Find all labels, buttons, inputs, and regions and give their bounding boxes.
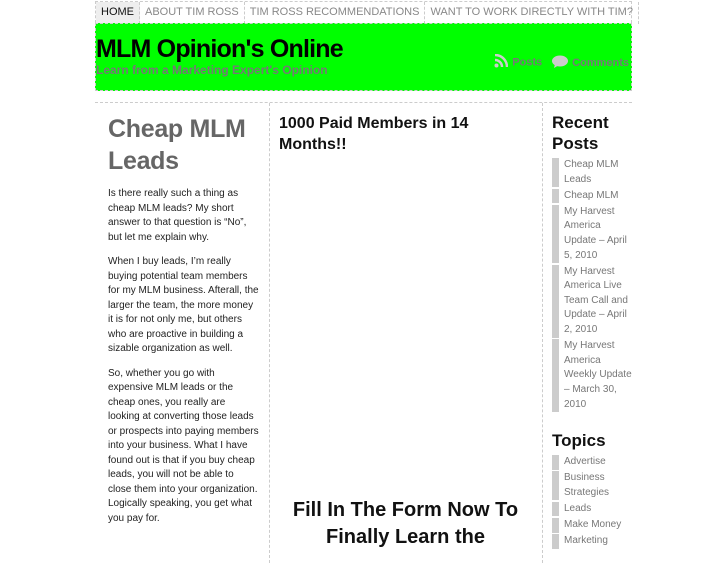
sidebar [542,103,633,563]
post-title[interactable]: Cheap MLM Leads [108,115,246,175]
recent-post-link[interactable]: My Harvest America Update – April 5, 2010 [552,205,633,263]
main-post [95,103,270,563]
site-title[interactable]: MLM Opinion's Online [96,35,343,63]
nav-about[interactable]: ABOUT TIM ROSS [140,2,245,24]
nav-menu [95,1,632,23]
site-tagline: Learn from a Marketing Expert's Opinion [96,63,328,77]
recent-post-link[interactable]: My Harvest America Live Team Call and Update – April 2, 2010 [552,265,633,338]
topic-link[interactable]: Marketing [552,534,633,549]
middle-column [270,103,541,563]
post-paragraph: So, whether you go with expensive MLM leads or the cheap ones, you really are looking at converting those leads or prospects into paying members into your business. What I have found out is that if you buy cheap leads, you will not be able to close them into your organization. Logically speaking, you get what you pay for. [108,367,259,524]
nav-work-with-tim[interactable]: WANT TO WORK DIRECTLY WITH TIM? [425,2,639,24]
posts-feed-link[interactable]: Posts [494,54,542,71]
nav-recommendations[interactable]: TIM ROSS RECOMMENDATIONS [245,2,426,24]
rss-icon [494,54,508,71]
comment-bubble-icon [552,55,568,71]
recent-post-link[interactable]: My Harvest America Weekly Update – March 30, 2010 [552,339,633,412]
nav-home[interactable]: HOME [96,2,140,24]
topic-link[interactable]: Make Money [552,518,633,533]
form-heading: Fill In The Form Now To Finally Learn the [292,499,519,548]
topics-heading: Topics [552,431,606,451]
topic-link[interactable]: Business Strategies [552,471,633,500]
site-header [95,23,632,91]
topic-link[interactable]: Leads [552,502,633,517]
post-paragraph: When I buy leads, I’m really buying potential team members for my MLM business. Afterall, the larger the team, the more money it is for not only me, but others who are proactive in building a sizable organization as well. [108,256,259,354]
promo-title: 1000 Paid Members in 14 Months!! [279,115,469,153]
topic-link[interactable]: Advertise [552,455,633,470]
post-paragraph: Is there really such a thing as cheap MLM leads? My short answer to that question is “No”, but let me explain why. [108,188,247,243]
recent-post-link[interactable]: Cheap MLM [552,189,633,204]
recent-post-link[interactable]: Cheap MLM Leads [552,158,633,187]
comments-feed-link[interactable]: Comments [552,55,629,71]
recent-posts-heading: Recent Posts [552,113,609,153]
